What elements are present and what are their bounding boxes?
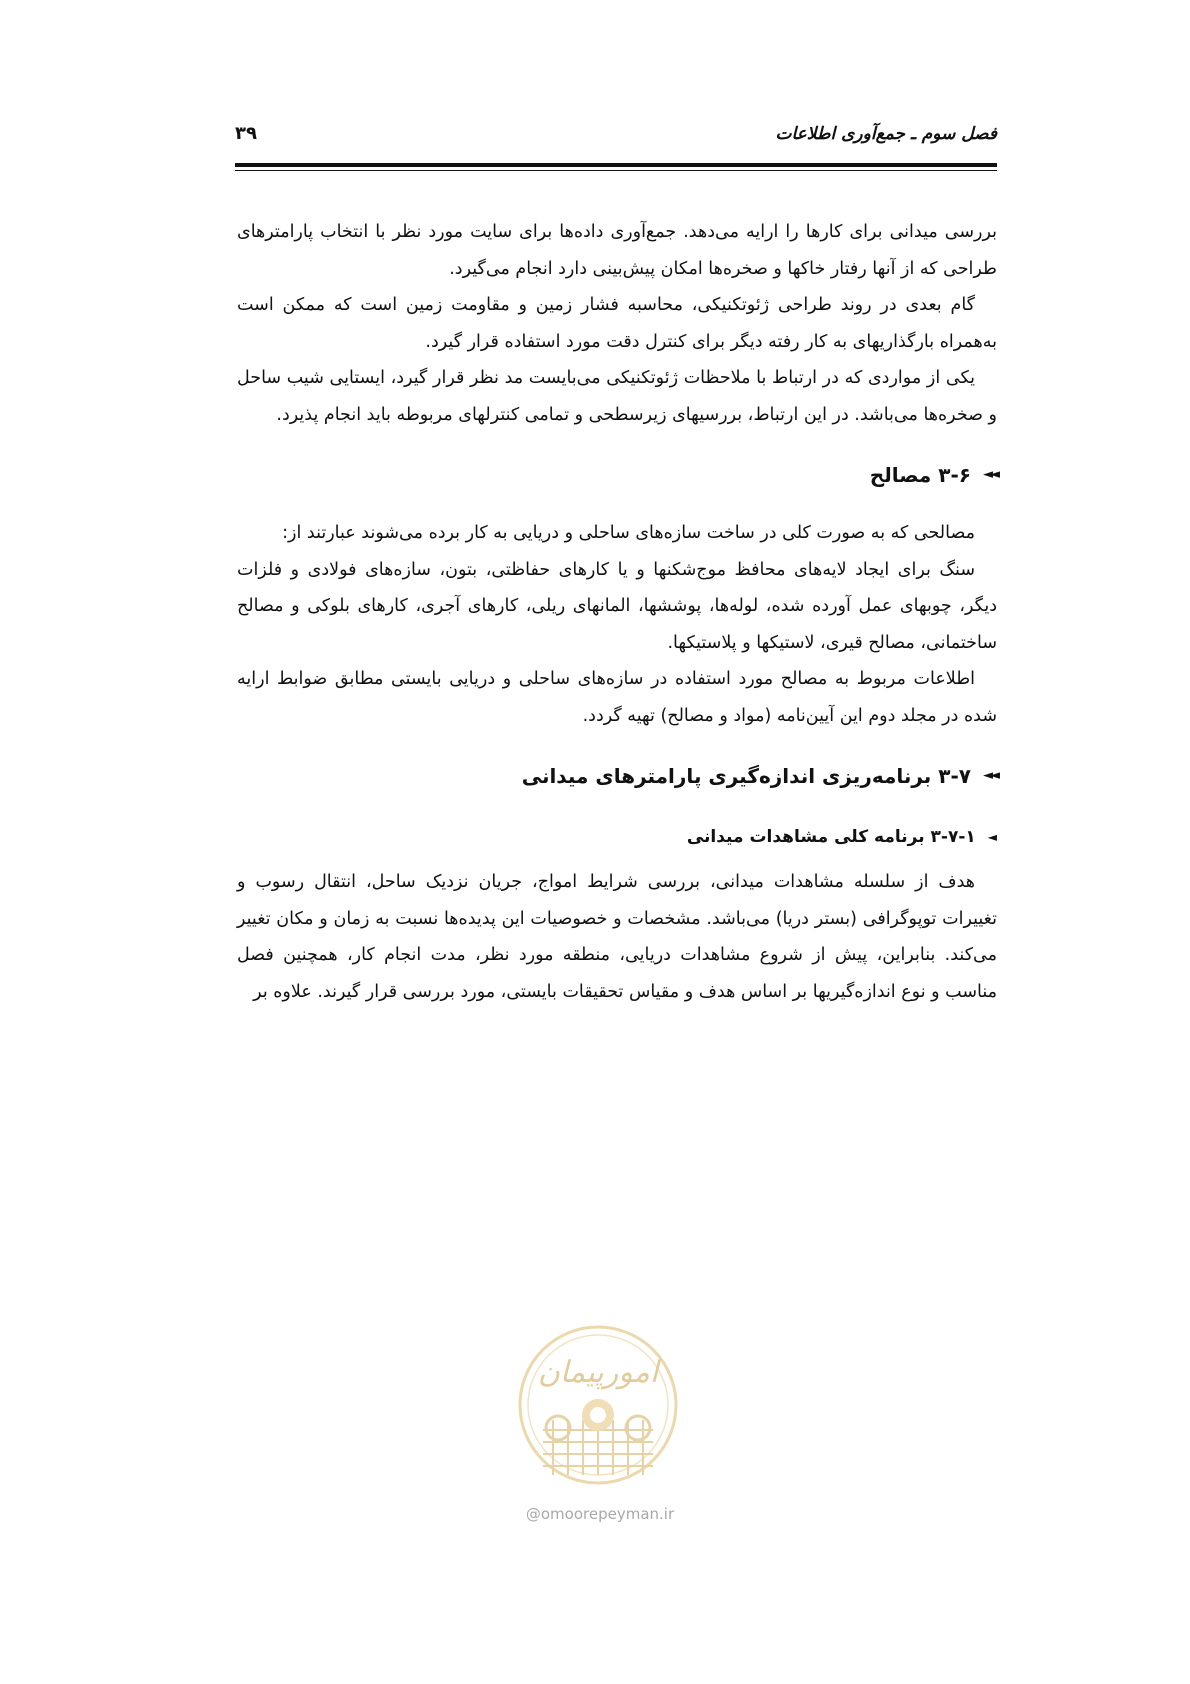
section-title: ۳-۷ برنامه‌ریزی اندازه‌گیری پارامترهای میدانی bbox=[521, 764, 971, 788]
arrow-icon: ◄ bbox=[987, 830, 997, 844]
paragraph: بررسی میدانی برای کارها را ارایه می‌دهد. جمع‌آوری داده‌ها برای سایت مورد نظر با انتخاب پارامترهای طراحی که از آنها رفتار خاکها و صخره‌ها امکان پیش‌بینی دارد انجام می‌گیرد. bbox=[237, 222, 997, 279]
page-header bbox=[235, 120, 997, 160]
section-heading-materials bbox=[237, 459, 997, 491]
paragraph: سنگ برای ایجاد لایه‌های محافظ موج‌شکنها و یا کارهای حفاظتی، بتون، سازه‌های فولادی و فلزات دیگر، چوبهای عمل آورده شده، لوله‌ها، پوششها، المانهای ریلی، کارهای آجری، کارهای بلوکی و مصالح ساختمانی، مصالح قیری، لاستیکها و پلاستیکها. bbox=[237, 559, 997, 653]
watermark-logo bbox=[488, 1320, 708, 1490]
paragraph: هدف از سلسله مشاهدات میدانی، بررسی شرایط امواج، جریان نزدیک ساحل، انتقال رسوب و تغییرات توپوگرافی (بستر دریا) می‌باشد. مشخصات و خصوصیات این پدیده‌ها نسبت به زمان و مکان تغییر می‌کند. بنابراین، پیش از شروع مشاهدات دریایی، منطقه مورد نظر، مدت انجام کار، همچنین فصل مناسب و نوع اندازه‌گیریها بر اساس هدف و مقیاس تحقیقات بایستی، مورد بررسی قرار گیرند. علاوه بر bbox=[237, 872, 997, 1002]
chapter-title: فصل سوم ـ جمع‌آوری اطلاعات bbox=[775, 124, 997, 144]
subsection-heading-field-observations bbox=[237, 822, 997, 852]
page-number: ۳۹ bbox=[235, 123, 257, 144]
paragraph: مصالحی که به صورت کلی در ساخت سازه‌های ساحلی و دریایی به کار برده می‌شوند عبارتند از: bbox=[282, 523, 975, 543]
subsection-title: ۳-۷-۱ برنامه کلی مشاهدات میدانی bbox=[686, 827, 976, 847]
header-rule-thick bbox=[235, 163, 997, 167]
paragraph: گام بعدی در روند طراحی ژئوتکنیکی، محاسبه فشار زمین و مقاومت زمین است که ممکن است به‌همراه بارگذاریهای به کار رفته دیگر برای کنترل دقت مورد استفاده قرار گیرد. bbox=[237, 295, 997, 352]
watermark-logo-text: امورپیمان bbox=[537, 1355, 659, 1390]
header-rule-thin bbox=[235, 170, 997, 171]
watermark-url: @omoorepeyman.ir bbox=[525, 1505, 675, 1523]
paragraph: یکی از مواردی که در ارتباط با ملاحظات ژئوتکنیکی می‌بایست مد نظر قرار گیرد، ایستایی شیب ساحل و صخره‌ها می‌باشد. در این ارتباط، بررسیهای زیرسطحی و تمامی کنترلهای مربوطه باید انجام پذیرد. bbox=[237, 368, 997, 425]
double-arrow-icon: ◄◄ bbox=[983, 768, 997, 783]
paragraph: اطلاعات مربوط به مصالح مورد استفاده در سازه‌های ساحلی و دریایی بایستی مطابق ضوابط ارایه شده در مجلد دوم این آیین‌نامه (مواد و مصالح) تهیه گردد. bbox=[237, 669, 997, 726]
section-title: ۳-۶ مصالح bbox=[869, 463, 971, 487]
section-heading-field-measurement bbox=[237, 760, 997, 792]
page-body bbox=[237, 214, 997, 1010]
double-arrow-icon: ◄◄ bbox=[983, 467, 997, 482]
